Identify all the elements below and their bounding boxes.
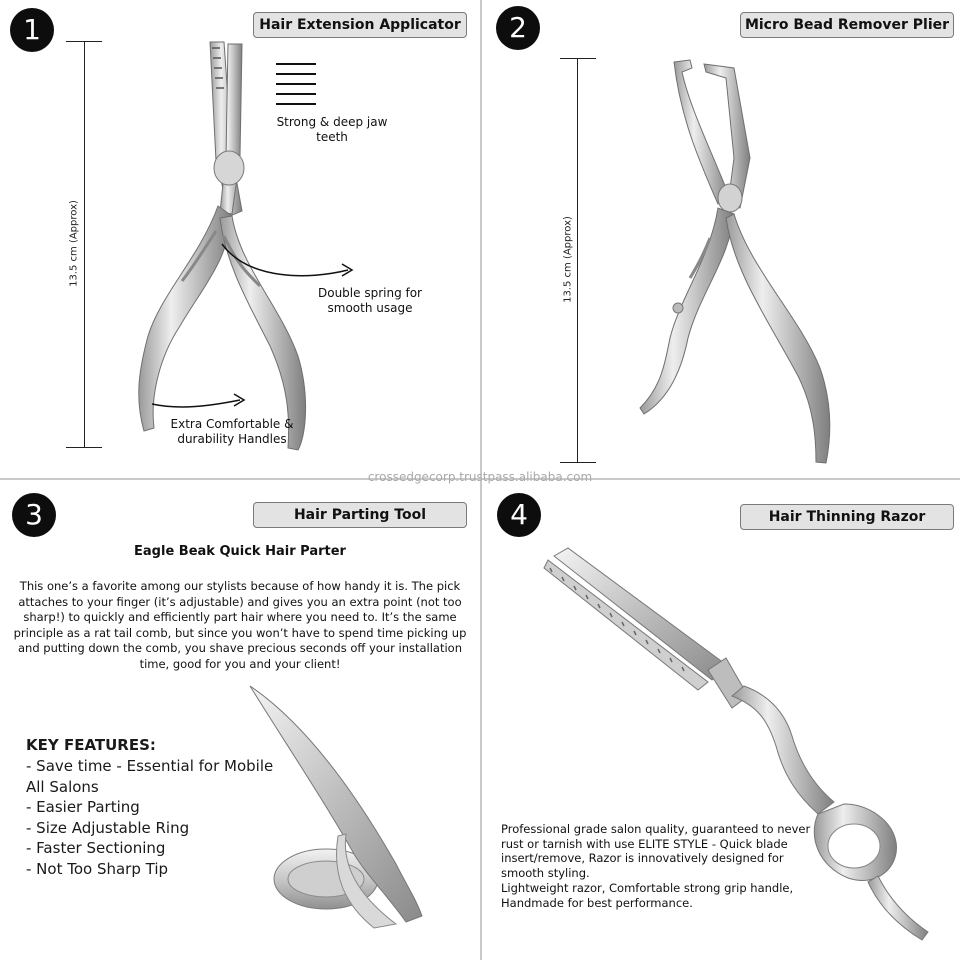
callout-double-spring: Double spring for smooth usage xyxy=(317,286,422,315)
panel-2-dimension-bottom-tick xyxy=(560,462,596,463)
panel-2-number-badge: 2 xyxy=(496,6,540,50)
panel-2-dimension-top-tick xyxy=(560,58,596,59)
watermark: crossedgecorp.trustpass.alibaba.com xyxy=(367,470,593,484)
key-feature-item: - Size Adjustable Ring xyxy=(26,818,190,837)
key-feature-item: - Faster Sectioning xyxy=(26,839,166,857)
panel-1-dimension-line xyxy=(84,41,85,447)
hair-parting-tool-image xyxy=(246,684,436,934)
key-feature-item: - Save time - Essential for Mobile All Salons xyxy=(26,757,274,796)
callout-handles: Extra Comfortable & durability Handles xyxy=(170,417,294,446)
key-features-title: KEY FEATURES: xyxy=(26,736,156,754)
panel-4-title: Hair Thinning Razor xyxy=(740,504,954,530)
panel-4-description: Professional grade salon quality, guaranteed to never rust or tarnish with use ELITE STYLE - Quick blade insert/remove, Razor is innovatively designed for smooth styling. xyxy=(501,822,811,880)
handles-callout-arrow-icon xyxy=(150,390,250,420)
panel-3-title: Hair Parting Tool xyxy=(253,502,467,528)
panel-2-dimension-line xyxy=(577,58,578,462)
panel-2-dimension-label: 13.5 cm (Approx) xyxy=(562,216,574,303)
panel-3-description: This one’s a favorite among our stylists because of how handy it is. The pick attaches to your finger (it’s adjustable) and gives you an extra point (not too sharp!) to quickly and efficiently part hair where you need to. It’s the same principle as a rat tail comb, but since you won’t have to spend time picking up and putting down the comb, you shave precious seconds off your installation time, good for you and your client! xyxy=(13,579,467,671)
callout-jaw-teeth: Strong & deep jaw teeth xyxy=(276,115,388,144)
key-feature-item: - Not Too Sharp Tip xyxy=(26,859,169,878)
key-feature-item: - Easier Parting xyxy=(26,798,140,816)
panel-3-heading: Eagle Beak Quick Hair Parter xyxy=(134,544,346,559)
jaw-teeth-icon xyxy=(276,62,316,112)
panel-4-description-2: Lightweight razor, Comfortable strong grip handle, Handmade for best performance. xyxy=(501,881,794,910)
panel-4-number-badge: 4 xyxy=(497,493,541,537)
panel-1-number-badge: 1 xyxy=(10,8,54,52)
panel-1-dimension-bottom-tick xyxy=(66,447,102,448)
micro-bead-remover-plier-image xyxy=(630,58,860,468)
panel-3-number-badge: 3 xyxy=(12,493,56,537)
panel-1-title: Hair Extension Applicator xyxy=(253,12,467,38)
panel-1-dimension-label: 13.5 cm (Approx) xyxy=(68,200,80,287)
panel-2-title: Micro Bead Remover Plier xyxy=(740,12,954,38)
spring-callout-arrow-icon xyxy=(218,240,358,290)
